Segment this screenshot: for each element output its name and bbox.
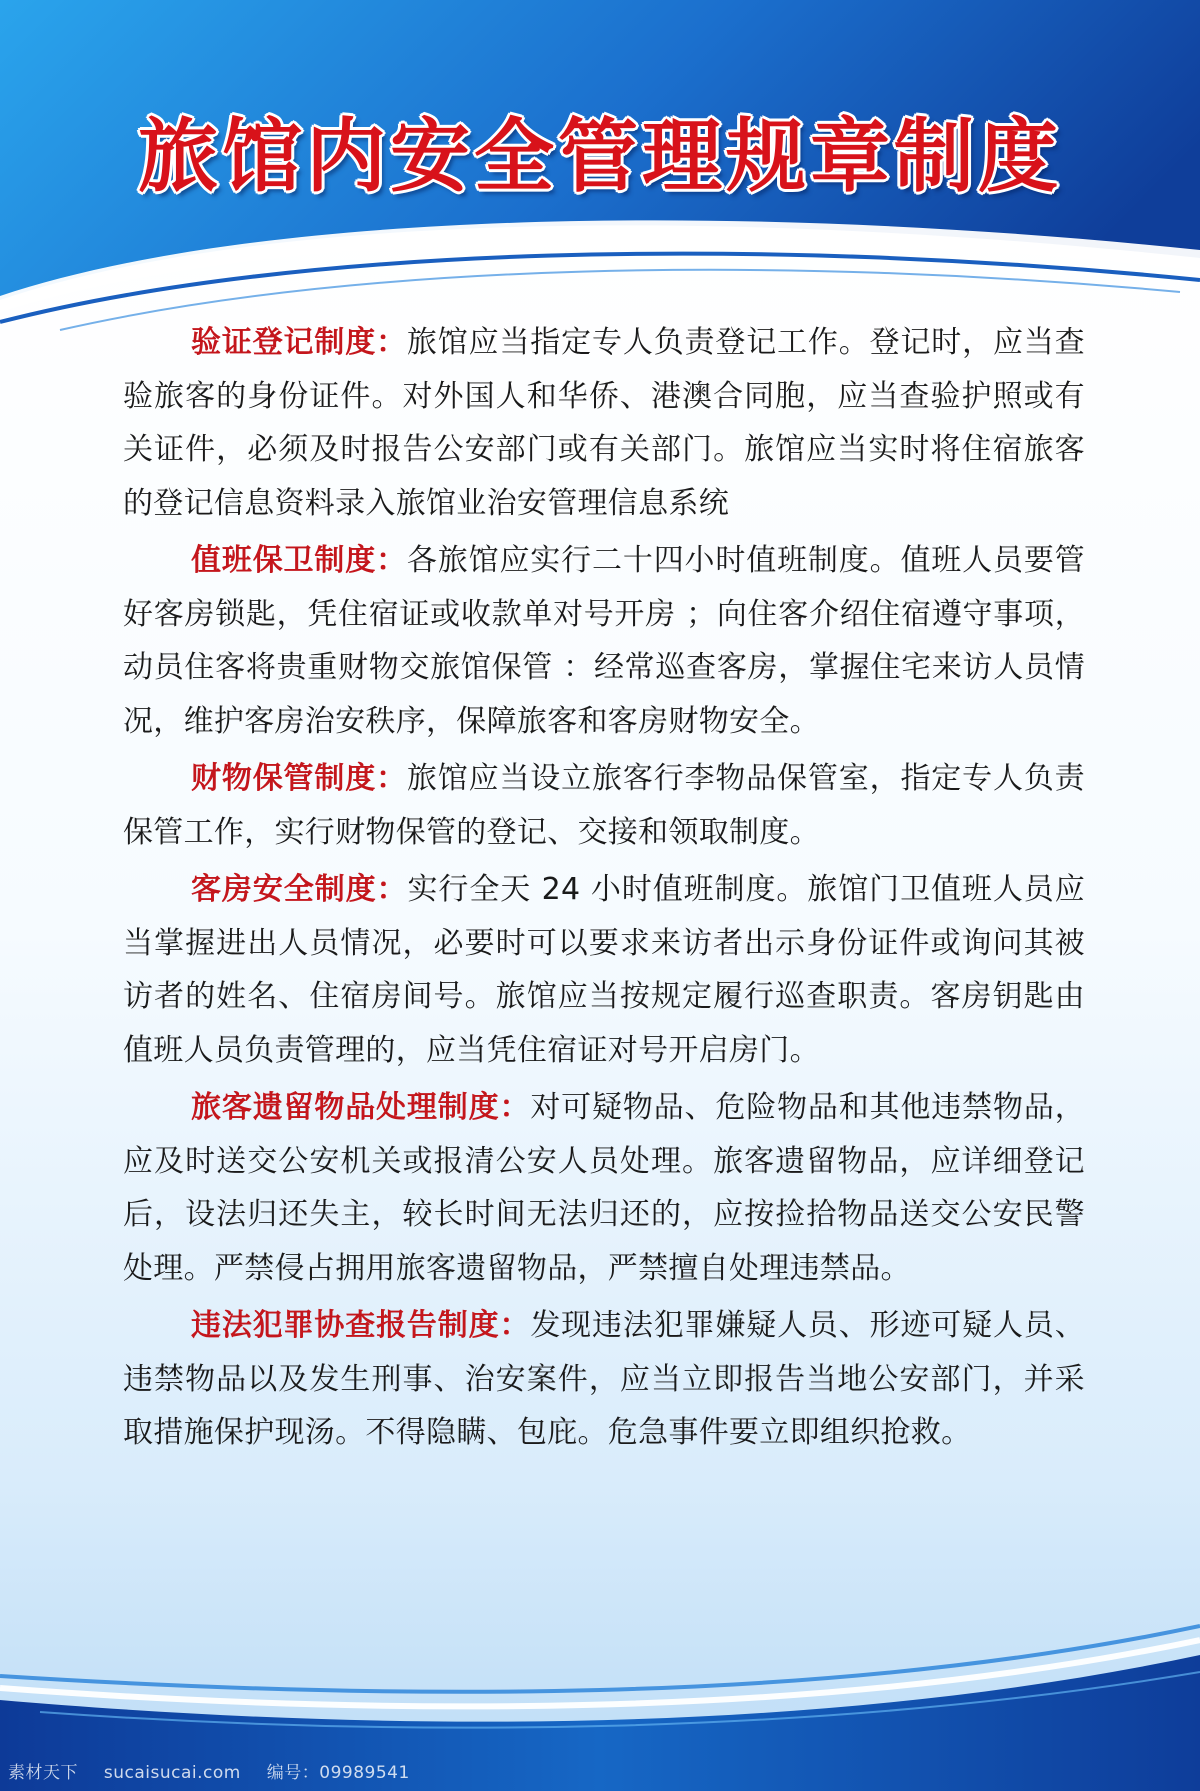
watermark xyxy=(8,1758,410,1783)
poster-title: 旅馆内安全管理规章制度 xyxy=(138,110,1062,203)
watermark-site: sucaisucai.com xyxy=(103,1763,241,1783)
rule-text: 发现违法犯罪嫌疑人员、形迹可疑人员、违禁物品以及发生刑事、治安案件，应当立即报告当地公安部门，并采取措施保护现汤。不得隐瞒、包庇。危急事件要立即组织抢救。 xyxy=(123,1308,1085,1450)
rule-text: 对可疑物品、危险物品和其他违禁物品，应及时送交公安机关或报清公安人员处理。旅客遗留物品，应详细登记后，设法归还失主，较长时间无法归还的，应按捡拾物品送交公安民警处理。严禁侵占拥用旅客遗留物品，严禁擅自处理违禁品。 xyxy=(123,1090,1085,1286)
watermark-id-label: 编号： xyxy=(266,1763,320,1783)
rule-section-crime-report xyxy=(123,1299,1085,1460)
watermark-brand: 素材天下 xyxy=(8,1763,78,1783)
rule-text: 旅馆应当指定专人负责登记工作。登记时，应当查验旅客的身份证件。对外国人和华侨、港澳合同胞，应当查验护照或有关证件，必须及时报告公安部门或有关部门。旅馆应当实时将住宿旅客的登记信息资料录入旅馆业治安管理信息系统 xyxy=(123,325,1085,521)
rule-section-registration xyxy=(123,316,1085,530)
rule-heading: 旅客遗留物品处理制度： xyxy=(191,1090,531,1125)
rule-section-duty xyxy=(123,534,1085,748)
rule-heading: 财物保管制度： xyxy=(191,761,407,796)
rule-heading: 验证登记制度： xyxy=(191,325,407,360)
rule-text: 旅馆应当设立旅客行李物品保管室，指定专人负责保管工作，实行财物保管的登记、交接和领取制度。 xyxy=(123,761,1085,850)
rule-text: 实行全天 24 小时值班制度。旅馆门卫值班人员应当掌握进出人员情况，必要时可以要求来访者出示身份证件或询问其被访者的姓名、住宿房间号。旅馆应当按规定履行巡查职责。客房钥匙由值班人员负责管理的，应当凭住宿证对号开启房门。 xyxy=(123,872,1085,1068)
watermark-id-value: 09989541 xyxy=(319,1763,410,1783)
rule-text: 各旅馆应实行二十四小时值班制度。值班人员要管好客房锁匙，凭住宿证或收款单对号开房 ；向住客介绍住宿遵守事项，动员住客将贵重财物交旅馆保管 ：经常巡查客房，掌握住宅来访人员情况，维护客房治安秩序，保障旅客和客房财物安全。 xyxy=(123,543,1085,739)
rule-heading: 客房安全制度： xyxy=(191,872,408,907)
rule-section-room-safety xyxy=(123,863,1085,1077)
rules-body xyxy=(123,316,1085,1464)
rule-heading: 值班保卫制度： xyxy=(191,543,407,578)
rule-section-property xyxy=(123,752,1085,859)
rule-heading: 违法犯罪协查报告制度： xyxy=(191,1308,531,1343)
rule-section-lost-items xyxy=(123,1081,1085,1295)
